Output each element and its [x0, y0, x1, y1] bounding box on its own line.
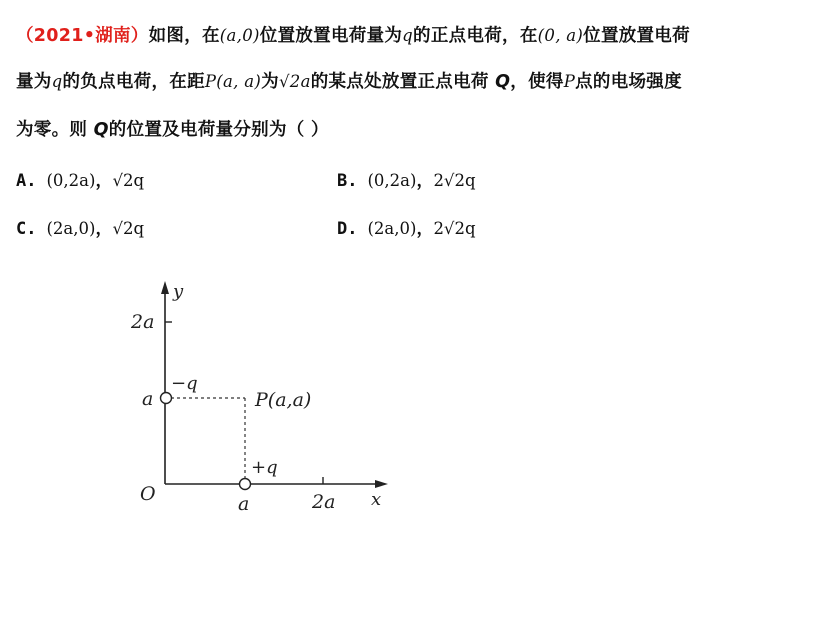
option-charge: 2√2q	[433, 171, 476, 190]
text-segment: 如图，在	[148, 26, 220, 46]
pos-charge-label: +q	[251, 457, 278, 478]
point-symbol: P	[563, 72, 576, 91]
y-tick-label-a: a	[142, 388, 154, 410]
text-segment: 的正点电荷，在	[413, 26, 538, 46]
text-segment: 位置放置电荷	[583, 26, 690, 46]
text-segment: 的负点电荷，在距	[62, 72, 205, 92]
negative-charge-marker	[161, 393, 172, 404]
distance: √2a	[278, 72, 311, 91]
x-axis-arrow	[375, 480, 388, 488]
text-segment: 的某点处放置正点电荷	[310, 72, 496, 92]
option-separator: ，	[95, 171, 113, 191]
coordinate-0a: (0, a)	[537, 26, 584, 45]
y-axis-label: y	[173, 281, 184, 302]
option-charge: 2√2q	[433, 219, 476, 238]
x-tick-label-2a: 2a	[312, 491, 336, 513]
text-segment: 位置放置电荷量为	[259, 26, 403, 46]
option-separator: ，	[95, 219, 113, 239]
y-tick-label-2a: 2a	[131, 311, 155, 333]
option-charge: √2q	[112, 171, 145, 190]
charge-Q: Q	[495, 72, 511, 92]
neg-charge-label: −q	[171, 373, 198, 394]
charge-symbol: q	[51, 72, 63, 91]
option-charge: √2q	[112, 219, 145, 238]
option-position: (0,2a)	[367, 171, 417, 190]
text-segment: 点的电场强度	[575, 72, 682, 92]
charge-symbol: q	[402, 26, 414, 45]
positive-charge-marker	[240, 479, 251, 490]
source-tag: （2021•湖南）	[16, 26, 149, 46]
option-letter: B.	[337, 171, 358, 191]
option-separator: ，	[416, 171, 434, 191]
option-position: (0,2a)	[46, 171, 96, 190]
y-axis-arrow	[161, 281, 169, 294]
point-label: P(a,a)	[255, 389, 312, 411]
option-position: (2a,0)	[46, 219, 96, 238]
text-segment: 为	[261, 72, 279, 92]
option-letter: D.	[337, 219, 358, 239]
text-segment: 的位置及电荷量分别为（ ）	[108, 120, 329, 140]
option-letter: A.	[16, 171, 37, 191]
point-p: P(a, a)	[204, 72, 262, 91]
coordinate-a0: (a,0)	[219, 26, 260, 45]
x-tick-label-a: a	[238, 493, 250, 515]
charge-Q: Q	[93, 120, 109, 140]
origin-label: O	[140, 483, 156, 505]
option-separator: ，	[416, 219, 434, 239]
text-segment: 量为	[16, 72, 52, 92]
text-segment: 为零。则	[16, 120, 94, 140]
x-axis-label: x	[371, 489, 382, 510]
option-position: (2a,0)	[367, 219, 417, 238]
text-segment: ，使得	[510, 72, 564, 92]
option-letter: C.	[16, 219, 37, 239]
